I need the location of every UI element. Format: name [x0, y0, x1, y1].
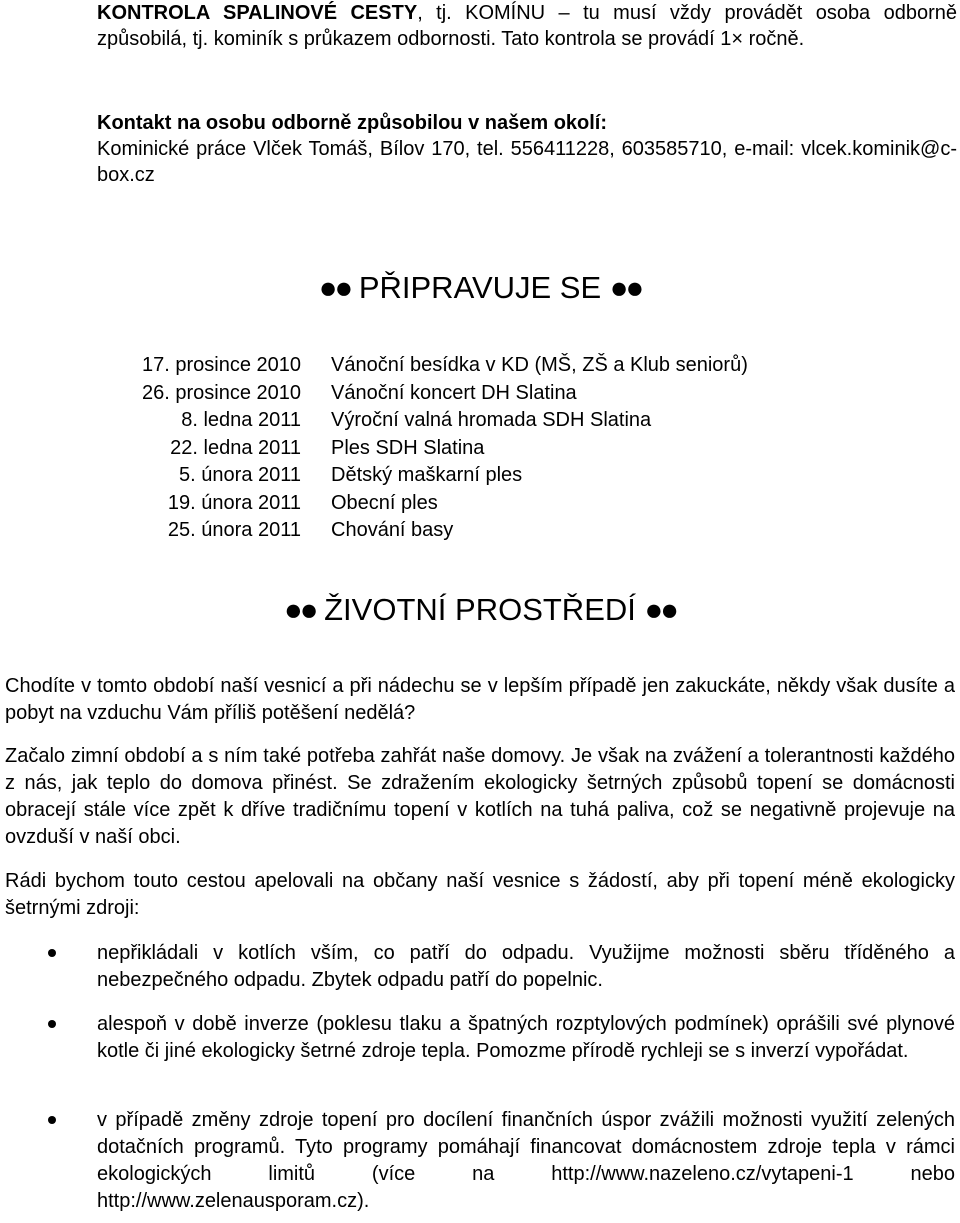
bullet-dots-icon: ●● [644, 592, 676, 627]
event-name: Obecní ples [331, 491, 438, 514]
event-date: 26. prosince 2010 [141, 381, 301, 404]
event-row [90, 407, 748, 435]
event-row [90, 380, 748, 408]
event-row [90, 352, 748, 380]
bullet-icon [48, 949, 56, 957]
bullet-icon [48, 1020, 56, 1028]
contact-heading: Kontakt na osobu odborně způsobilou v našem okolí: [97, 112, 608, 134]
contact-section [97, 110, 957, 188]
environment-paragraph: Chodíte v tomto období naší vesnicí a při nádechu se v lepším případě jen zakuckáte, někdy však dusíte a pobyt na vzduchu Vám příliš potěšení nedělá? [5, 675, 955, 724]
list-item: nepřikládali v kotlích vším, co patří do odpadu. Využijme možnosti sběru tříděného a nebezpečného odpadu. Zbytek odpadu patří do popelnic. [97, 942, 955, 991]
event-date: 22. ledna 2011 [170, 436, 301, 459]
environment-paragraph: Začalo zimní období a s ním také potřeba zahřát naše domovy. Je však na zvážení a tolerantnosti každého z nás, jak teplo do domova přinést. Se zdražením ekologicky šetrných způsobů topení se domácnosti obracejí stále více zpět k dříve tradičnímu topení v kotlích na tuhá paliva, což se negativně projevuje na ovzduší v naší obci. [5, 745, 955, 848]
event-name: Výroční valná hromada SDH Slatina [331, 409, 652, 431]
event-date: 25. února 2011 [167, 519, 301, 541]
environment-paragraph: Rádi bychom touto cestou apelovali na občany naší vesnice s žádostí, aby při topení méně ekologicky šetrnými zdroji: [5, 870, 955, 919]
bullet-dots-icon: ●● [609, 270, 642, 305]
event-date: 8. ledna 2011 [181, 409, 301, 431]
environment-heading [0, 592, 960, 628]
events-list [90, 352, 748, 545]
bullet-dots-icon: ●● [284, 592, 316, 627]
upcoming-heading [0, 270, 960, 306]
event-name: Chování basy [331, 519, 454, 541]
bullet-icon [48, 1116, 56, 1124]
contact-text: Kominické práce Vlček Tomáš, Bílov 170, tel. 556411228, 603585710, e-mail: vlcek.kominik@c-box.cz [97, 138, 957, 186]
list-item: alespoň v době inverze (poklesu tlaku a špatných rozptylových podmínek) oprášili své plynové kotle či jiné ekologicky šetrné zdroje tepla. Pomozme přírodě rychleji se s inverzí vypořádat. [97, 1013, 955, 1062]
event-name: Vánoční besídka v KD (MŠ, ZŠ a Klub seniorů) [331, 354, 748, 376]
chimney-inspection-lead: KONTROLA SPALINOVÉ CESTY [97, 2, 418, 24]
event-row [90, 435, 748, 463]
upcoming-title: PŘIPRAVUJE SE [358, 270, 602, 305]
event-row [90, 517, 748, 545]
list-item: v případě změny zdroje topení pro docílení finančních úspor zvážili možnosti využití zelených dotačních programů. Tyto programy pomáhají financovat domácnostem zdroje tepla v rámci ekologických limitů (více na http://www.nazeleno.cz/vytapeni-1 nebo http://www.zelenausporam.cz). [97, 1109, 955, 1212]
event-name: Vánoční koncert DH Slatina [331, 381, 577, 404]
event-date: 19. února 2011 [167, 491, 301, 514]
event-name: Dětský maškarní ples [331, 464, 523, 486]
bullet-dots-icon: ●● [318, 270, 351, 305]
event-date: 17. prosince 2010 [141, 354, 301, 376]
environment-title: ŽIVOTNÍ PROSTŘEDÍ [324, 592, 636, 627]
event-name: Ples SDH Slatina [331, 436, 485, 459]
chimney-inspection-text: , tj. KOMÍNU – tu musí vždy provádět osoba odborně způsobilá, tj. kominík s průkazem odbornosti. Tato kontrola se provádí 1× ročně. [97, 2, 957, 50]
chimney-inspection-paragraph [97, 0, 957, 52]
event-row [90, 462, 748, 490]
event-row [90, 490, 748, 518]
event-date: 5. února 2011 [179, 464, 301, 486]
